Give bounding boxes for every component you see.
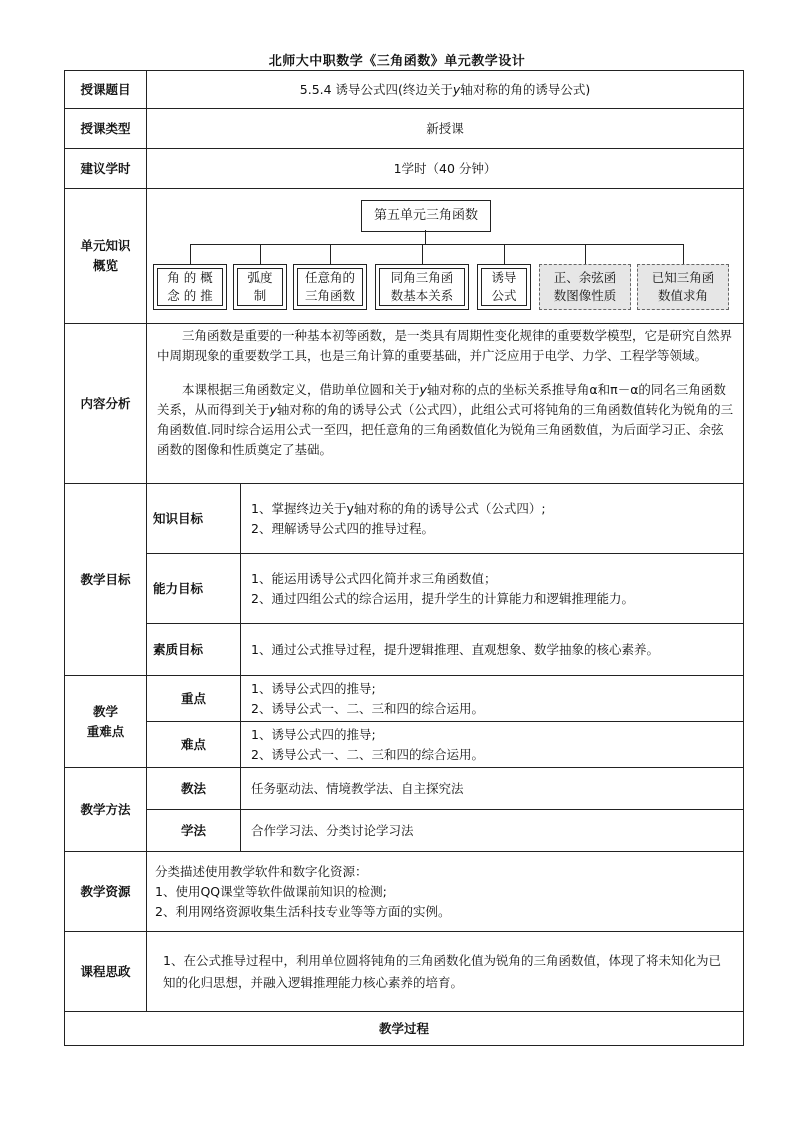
diagram-trunk-line xyxy=(425,230,426,244)
content-paragraph-2 xyxy=(157,380,735,460)
row-goal-ability xyxy=(65,554,744,624)
diagram-root-node: 第五单元三角函数 xyxy=(361,200,491,232)
leaf-angle-concept-node xyxy=(153,264,227,310)
diagram-connector-line xyxy=(683,244,684,264)
keypoints-label-line1: 教学 xyxy=(92,703,118,719)
difficult-point-items xyxy=(241,722,744,768)
content-p2-part-b: 轴对称的点的坐标关系推导角α和π－α的同名三角函数关系，从而得到关于 xyxy=(157,382,726,417)
leaf-inner-frame xyxy=(297,268,363,306)
key-point-item: 2、诱导公式一、二、三和四的综合运用。 xyxy=(251,700,484,716)
row-key-point xyxy=(65,676,744,722)
ideology-label: 课程思政 xyxy=(65,932,147,1012)
method-teach-value: 任务驱动法、情境教学法、自主探究法 xyxy=(241,768,744,810)
leaf-trig-any-angle-node xyxy=(293,264,367,310)
row-topic xyxy=(65,71,744,109)
row-goal-knowledge xyxy=(65,484,744,554)
leaf-inner-frame xyxy=(543,268,627,306)
leaf-label: 正、余弦函 数图像性质 xyxy=(553,270,617,303)
leaf-label: 同角三角函 数基本关系 xyxy=(390,270,454,303)
goals-label: 教学目标 xyxy=(65,484,147,676)
diagram-connector-line xyxy=(260,244,261,264)
goal-knowledge-item: 2、理解诱导公式四的推导过程。 xyxy=(251,520,434,536)
leaf-label: 任意角的 三角函数 xyxy=(304,270,355,303)
difficult-point-label: 难点 xyxy=(147,722,241,768)
key-point-item: 1、诱导公式四的推导; xyxy=(251,680,376,696)
goal-literacy-item: 1、通过公式推导过程，提升逻辑推理、直观想象、数学抽象的核心素养。 xyxy=(251,641,659,657)
topic-text-var: y xyxy=(452,81,461,97)
leaf-label: 诱导 公式 xyxy=(491,270,517,303)
row-method-learn xyxy=(65,810,744,852)
knowledge-tree-diagram xyxy=(147,192,743,320)
topic-label: 授课题目 xyxy=(65,71,147,109)
content-p2-part-c: 轴对称的角的诱导公式（公式四），此组公式可将钝角的三角函数值转化为锐角的三角函数值.同时综合运用公式一至四，把任意角的三角函数值化为锐角三角函数值，为后面学习正、余弦函数的图像和性质奠定了基础。 xyxy=(157,402,734,457)
lesson-plan-table xyxy=(64,70,744,1046)
leaf-inner-frame xyxy=(641,268,725,306)
row-content xyxy=(65,324,744,484)
row-process xyxy=(65,1012,744,1046)
goal-ability-item: 1、能运用诱导公式四化简并求三角函数值； xyxy=(251,570,497,586)
leaf-label: 已知三角函 数值求角 xyxy=(651,270,715,303)
document-title: 北师大中职数学《三角函数》单元教学设计 xyxy=(268,54,526,69)
goal-knowledge-item: 1、掌握终边关于y轴对称的角的诱导公式（公式四）; xyxy=(251,500,546,516)
leaf-inner-frame xyxy=(481,268,527,306)
diagram-connector-line xyxy=(504,244,505,264)
resources-label: 教学资源 xyxy=(65,852,147,932)
goal-literacy-items xyxy=(241,624,744,676)
keypoints-label xyxy=(65,676,147,768)
diagram-bus-line xyxy=(190,244,683,245)
method-teach-label: 教法 xyxy=(147,768,241,810)
resources-item: 分类描述使用教学软件和数字化资源： xyxy=(155,863,368,879)
diagram-connector-line xyxy=(330,244,331,264)
resources-value xyxy=(147,852,744,932)
difficult-point-item: 2、诱导公式一、二、三和四的综合运用。 xyxy=(251,746,484,762)
difficult-point-item: 1、诱导公式四的推导; xyxy=(251,726,376,742)
leaf-inner-frame xyxy=(157,268,223,306)
goal-ability-items xyxy=(241,554,744,624)
content-p2-var2: y xyxy=(269,402,277,417)
goal-knowledge-label: 知识目标 xyxy=(147,484,241,554)
content-p2-var: y xyxy=(419,382,427,397)
row-resources xyxy=(65,852,744,932)
overview-label xyxy=(65,189,147,324)
topic-value xyxy=(147,71,744,109)
key-point-label: 重点 xyxy=(147,676,241,722)
row-hours xyxy=(65,149,744,189)
topic-text-suffix: 轴对称的角的诱导公式) xyxy=(460,81,591,97)
row-goal-literacy xyxy=(65,624,744,676)
content-paragraph-1: 三角函数是重要的一种基本初等函数，是一类具有周期性变化规律的重要数学模型，它是研究自然界中周期现象的重要数学工具，也是三角计算的重要基础，并广泛应用于电学、力学、工程学等领域。 xyxy=(157,328,733,363)
leaf-radian-node xyxy=(233,264,287,310)
overview-label-line1: 单元知识 xyxy=(80,238,131,253)
type-value: 新授课 xyxy=(147,109,744,149)
type-label: 授课类型 xyxy=(65,109,147,149)
leaf-inner-frame xyxy=(379,268,465,306)
leaf-find-angle-node xyxy=(637,264,729,310)
content-value xyxy=(147,324,744,484)
content-p2-part-a: 本课根据三角函数定义，借助单位圆和关于 xyxy=(182,382,420,397)
leaf-inner-frame xyxy=(237,268,283,306)
method-learn-label: 学法 xyxy=(147,810,241,852)
row-overview xyxy=(65,189,744,324)
hours-label: 建议学时 xyxy=(65,149,147,189)
diagram-connector-line xyxy=(190,244,191,264)
diagram-connector-line xyxy=(422,244,423,264)
leaf-label: 弧度 制 xyxy=(247,270,273,303)
row-difficult-point xyxy=(65,722,744,768)
key-point-items xyxy=(241,676,744,722)
leaf-sin-cos-graph-node xyxy=(539,264,631,310)
row-ideology xyxy=(65,932,744,1012)
row-method-teach xyxy=(65,768,744,810)
goal-knowledge-items xyxy=(241,484,744,554)
methods-label: 教学方法 xyxy=(65,768,147,852)
ideology-value: 1、在公式推导过程中，利用单位圆将钝角的三角函数化值为锐角的三角函数值，体现了将未知化为已知的化归思想，并融入逻辑推理能力核心素养的培育。 xyxy=(147,932,744,1012)
row-type xyxy=(65,109,744,149)
content-label: 内容分析 xyxy=(65,324,147,484)
process-heading: 教学过程 xyxy=(65,1012,744,1046)
resources-item: 2、利用网络资源收集生活科技专业等等方面的实例。 xyxy=(155,903,451,919)
topic-text-prefix: 5.5.4 诱导公式四(终边关于 xyxy=(299,81,453,97)
overview-diagram-cell xyxy=(147,189,744,324)
hours-value: 1学时（40 分钟） xyxy=(147,149,744,189)
resources-item: 1、使用QQ课堂等软件做课前知识的检测; xyxy=(155,883,387,899)
diagram-connector-line xyxy=(585,244,586,264)
goal-ability-label: 能力目标 xyxy=(147,554,241,624)
goal-literacy-label: 素质目标 xyxy=(147,624,241,676)
method-learn-value: 合作学习法、分类讨论学习法 xyxy=(241,810,744,852)
keypoints-label-line2: 重难点 xyxy=(86,723,125,739)
overview-label-line2: 概览 xyxy=(92,258,118,273)
leaf-label: 角 的 概 念 的 推 xyxy=(167,270,213,303)
goal-ability-item: 2、通过四组公式的综合运用，提升学生的计算能力和逻辑推理能力。 xyxy=(251,590,634,606)
leaf-induction-formula-node xyxy=(477,264,531,310)
leaf-same-angle-relations-node xyxy=(375,264,469,310)
